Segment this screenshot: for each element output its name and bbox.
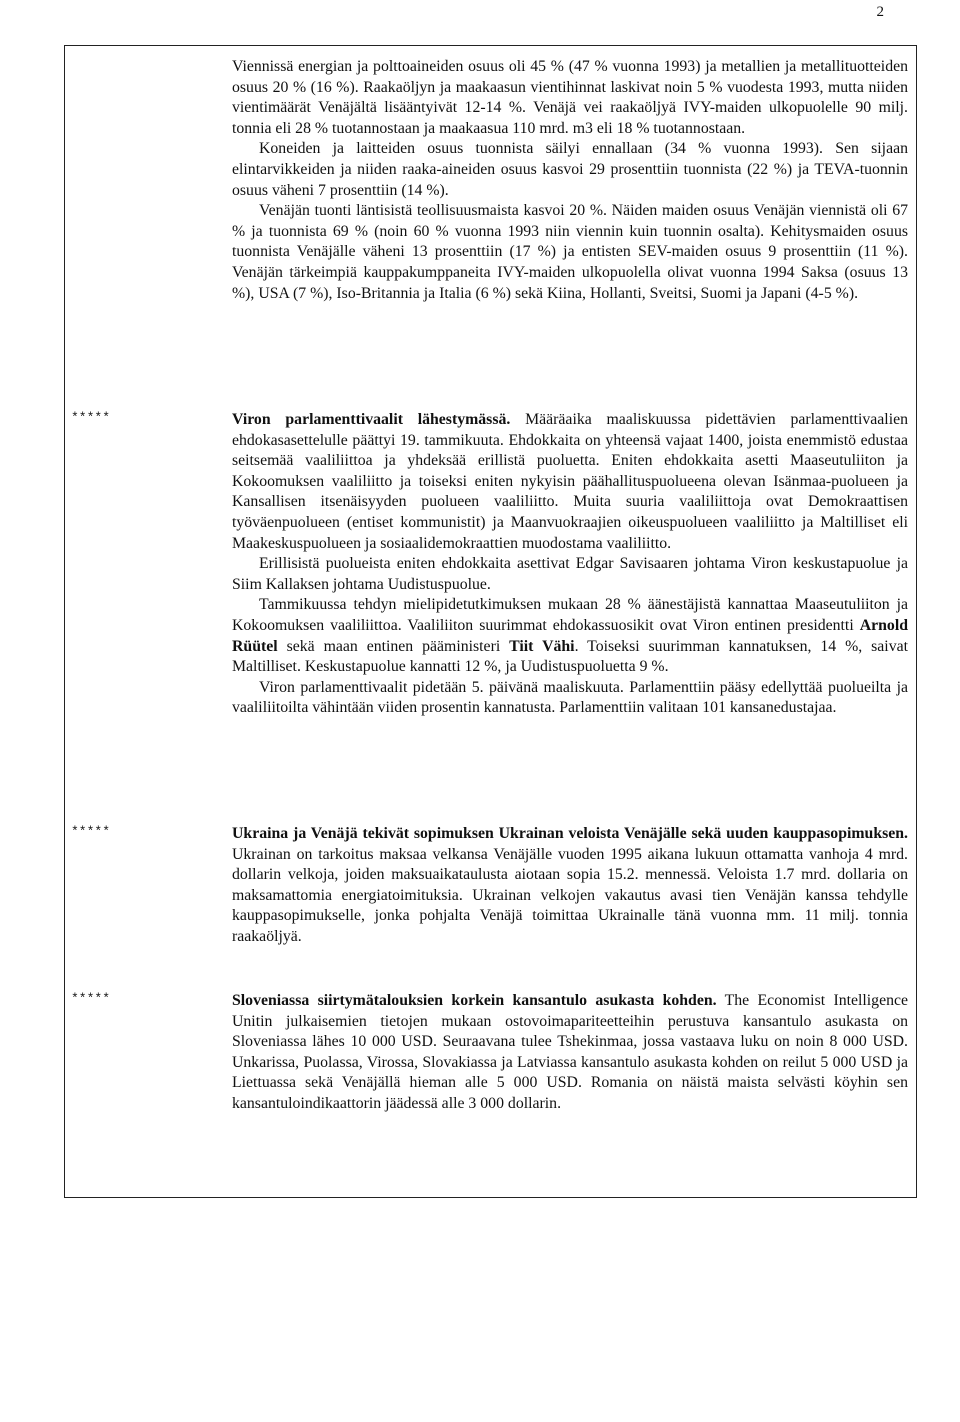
section-separator-stars: ***** [71,991,111,1006]
section-headline: Sloveniassa siirtymätalouksien korkein kansantulo asukasta kohden. [232,992,717,1009]
section-separator-stars: ***** [71,824,111,839]
section-headline: Viron parlamenttivaalit lähestymässä. [232,411,511,428]
person-name: Tiit Vähi [509,637,575,655]
paragraph: Sloveniassa siirtymätalouksien korkein kansantulo asukasta kohden. The Economist Intelligence Unitin julkaisemien tietojen mukaan ostovoimapariteetteihin perustuva kansantulo asukasta on Sloveniassa lähes 10 000 USD. Seuraavana tulee Tshekinmaa, jossa vastaava luku on noin 8 000 USD. Unkarissa, Puolassa, Virossa, Slovakiassa ja Latviassa kansantulo asukasta kohden on reilut 5 000 USD ja Liettuassa sekä Venäjällä hieman alle 5 000 USD. Romania on näistä maista selvästi köyhin sen kansantuloindikaattorin jäädessä alle 3 000 dollarin. [232,992,908,1112]
section-headline: Ukraina ja Venäjä tekivät sopimuksen Ukrainan veloista Venäjälle sekä uuden kauppasopimuksen. [232,825,908,842]
person-name: Arnold Rüütel [232,616,908,655]
paragraph: Viennissä energian ja polttoaineiden osuus oli 45 % (47 % vuonna 1993) ja metallien ja metallituotteiden osuus 20 % (16 %). Raakaöljyn ja maakaasun vientihinnat laskivat noin 5 % vuodesta 1993, mutta niiden vientimäärät Venäjältä lisääntyivät 12-14 %. Venäjä vei raakaöljyä IVY-maiden ulkopuolelle 90 milj. tonnia eli 28 % tuotannostaan ja maakaasua 110 mrd. m3 eli 18 % tuotannostaan. [232,58,908,137]
paragraph: Koneiden ja laitteiden osuus tuonnista säilyi ennallaan (34 % vuonna 1993). Sen sijaan elintarvikkeiden ja niiden raaka-aineiden osuus kasvoi 29 prosenttiin tuonnista (22 %) ja TEVA-tuonnin osuus väheni 7 prosenttiin (14 %). [232,140,908,199]
paragraph: Viron parlamenttivaalit lähestymässä. Määräaika maaliskuussa pidettävien parlamenttivaalien ehdokasasettelulle päättyi 19. tammikuuta. Ehdokkaita on yhteensä vajaat 1400, joista enemmistö edustaa seitsemää vaaliliittoa ja yhdeksää erillistä puoluetta. Eniten ehdokkaita asetti Maaseutuliiton ja Kokoomuksen vaaliliitto ja toiseksi eniten nykyisin päähallituspuolueena olevan Isänmaa-puolueen ja Kansallisen itsenäisyyden puolueen vaaliliitto. Muita suuria vaaliliittoja ovat Demokraattisen työväenpuolueen (entiset kommunistit) ja Maanvuokraajien oikeuspuolueen vaaliliitto ja Maltilliset eli Maakeskuspuolueen ja sosiaalidemokraattien muodostama vaaliliitto. [232,411,908,552]
paragraph: Venäjän tuonti läntisistä teollisuusmaista kasvoi 20 %. Näiden maiden osuus Venäjän viennistä oli 67 % ja tuonnista 69 % (noin 60 % vuonna 1993 niin viennin kuin tuonnin osalta). Kehitysmaiden osuus tuonnista Venäjälle väheni 13 prosenttiin (17 %) ja entisten SEV-maiden osuus 9 prosenttiin (11 %). Venäjän tärkeimpiä kauppakumppaneita IVY-maiden ulkopuolella olivat vuonna 1994 Saksa (osuus 13 %), USA (7 %), Iso-Britannia ja Italia (6 %) sekä Kiina, Hollanti, Sveitsi, Suomi ja Japani (4-5 %). [232,202,908,302]
section-trade-body [232,57,908,304]
paragraph: Viron parlamenttivaalit pidetään 5. päivänä maaliskuuta. Parlamenttiin pääsy edellyttää puolueilta ja vaaliliitoilta vähintään viiden prosentin kannatusta. Parlamenttiin valitaan 101 kansanedustajaa. [232,678,908,717]
section-slovenia-body [232,991,908,1115]
section-separator-stars: ***** [71,410,111,425]
paragraph: Tammikuussa tehdyn mielipidetutkimuksen mukaan 28 % äänestäjistä kannattaa Maaseutuliiton ja Kokoomuksen vaaliliittoa. Vaaliliiton suurimmat ehdokassuosikit ovat Viron entinen presidentti Arnold Rüütel sekä maan entinen pääministeri Tiit Vähi. Toiseksi suurimman kannatuksen, 14 %, saivat Maltilliset. Keskustapuolue kannatti 12 %, ja Uudistuspuoluetta 9 %. [232,596,908,676]
section-estonia-body [232,410,908,719]
document-frame [64,45,917,1198]
paragraph: Ukraina ja Venäjä tekivät sopimuksen Ukrainan veloista Venäjälle sekä uuden kauppasopimuksen. Ukrainan on tarkoitus maksaa velkansa Venäjälle vuoden 1995 aikana lukuun ottamatta vanhoja 4 mrd. dollarin velkoja, joiden maksuaikataulusta aiotaan sopia 15.2. mennessä. Veloista 1.7 mrd. dollaria on maksamattomia energiatoimituksia. Ukrainan velkojen vakautus avasi tien Venäjän kanssa tehdylle kauppasopimukselle, jonka pohjalta Venäjä toimittaa Ukrainalle tänä vuonna mm. 11 milj. tonnia raakaöljyä. [232,825,908,945]
paragraph: Erillisistä puolueista eniten ehdokkaita asettivat Edgar Savisaaren johtama Viron keskustapuolue ja Siim Kallaksen johtama Uudistuspuolue. [232,555,908,593]
page-number: 2 [876,4,884,20]
section-ukraine-body [232,824,908,948]
